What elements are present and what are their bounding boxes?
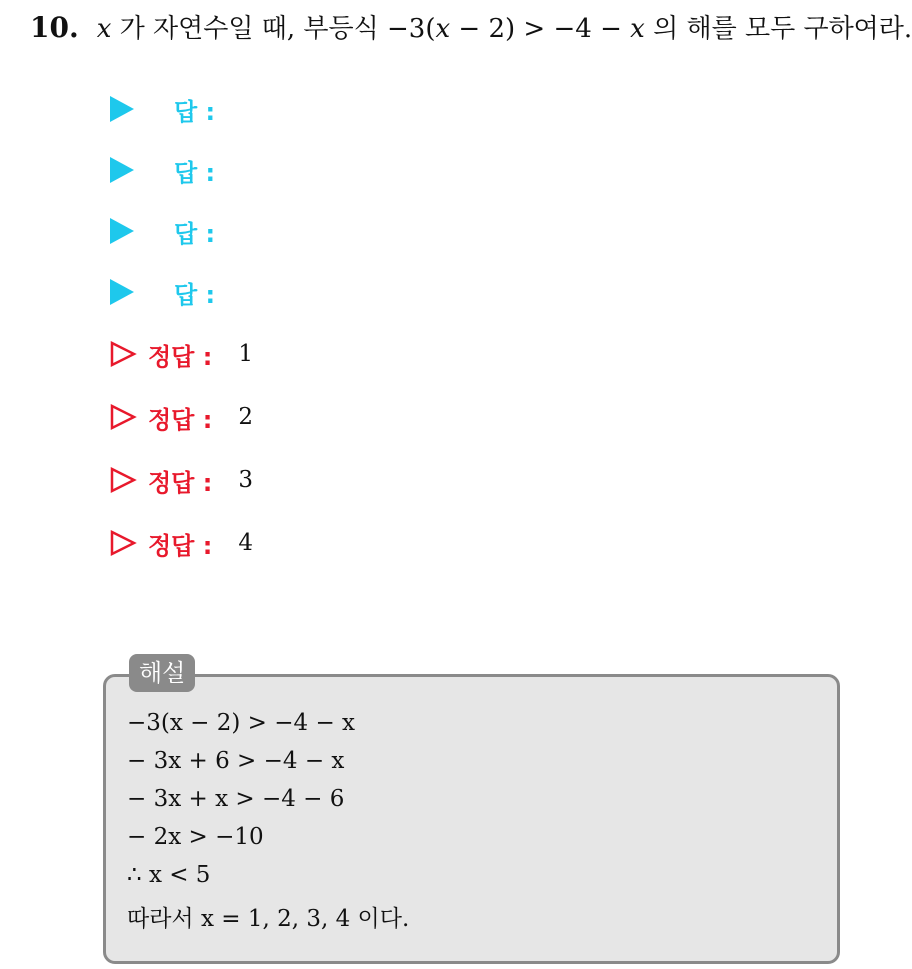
filled-triangle-icon xyxy=(110,218,134,244)
question-text-part-2: − 2) > −4 − xyxy=(450,14,631,44)
solution-line: 따라서 x = 1, 2, 3, 4 이다. xyxy=(127,906,410,932)
answer-key-value: 1 xyxy=(238,341,253,367)
answer-label: 답 : xyxy=(174,158,216,187)
question-text xyxy=(30,8,912,45)
answer-key-label: 정답 : xyxy=(148,531,213,560)
outline-triangle-icon xyxy=(110,530,136,556)
variable-x: x xyxy=(96,14,112,44)
answer-label: 답 : xyxy=(174,219,216,248)
question-text-part-1: 가 자연수일 때, 부등식 −3( xyxy=(111,14,436,44)
solution-line: − 3x + 6 > −4 − x xyxy=(127,748,345,774)
answer-key-label: 정답 : xyxy=(148,342,213,371)
answer-key-row xyxy=(110,523,253,563)
solution-line: ∴ x < 5 xyxy=(127,862,211,888)
answer-key-label: 정답 : xyxy=(148,468,213,497)
answer-key-row xyxy=(110,334,253,374)
answer-blank-row[interactable] xyxy=(110,89,215,129)
answer-blank-row[interactable] xyxy=(110,272,215,312)
solution-line: −3(x − 2) > −4 − x xyxy=(127,710,356,736)
answer-key-value: 2 xyxy=(238,404,253,430)
filled-triangle-icon xyxy=(110,96,134,122)
answer-blank-row[interactable] xyxy=(110,211,215,251)
answer-key-label: 정답 : xyxy=(148,405,213,434)
question-number: 10. xyxy=(30,11,79,44)
answer-label: 답 : xyxy=(174,97,216,126)
answer-key-row xyxy=(110,460,253,500)
answer-key-value: 4 xyxy=(238,530,253,556)
solution-line: − 2x > −10 xyxy=(127,824,264,850)
outline-triangle-icon xyxy=(110,467,136,493)
solution-line: − 3x + x > −4 − 6 xyxy=(127,786,345,812)
outline-triangle-icon xyxy=(110,404,136,430)
outline-triangle-icon xyxy=(110,341,136,367)
answer-key-row xyxy=(110,397,253,437)
solution-tag: 해설 xyxy=(129,654,195,692)
filled-triangle-icon xyxy=(110,279,134,305)
question-text-part-3: 의 해를 모두 구하여라. xyxy=(644,14,912,44)
variable-x: x xyxy=(630,14,645,44)
answer-key-value: 3 xyxy=(238,467,253,493)
answer-blank-row[interactable] xyxy=(110,150,215,190)
filled-triangle-icon xyxy=(110,157,134,183)
variable-x: x xyxy=(435,14,451,44)
answer-label: 답 : xyxy=(174,280,216,309)
